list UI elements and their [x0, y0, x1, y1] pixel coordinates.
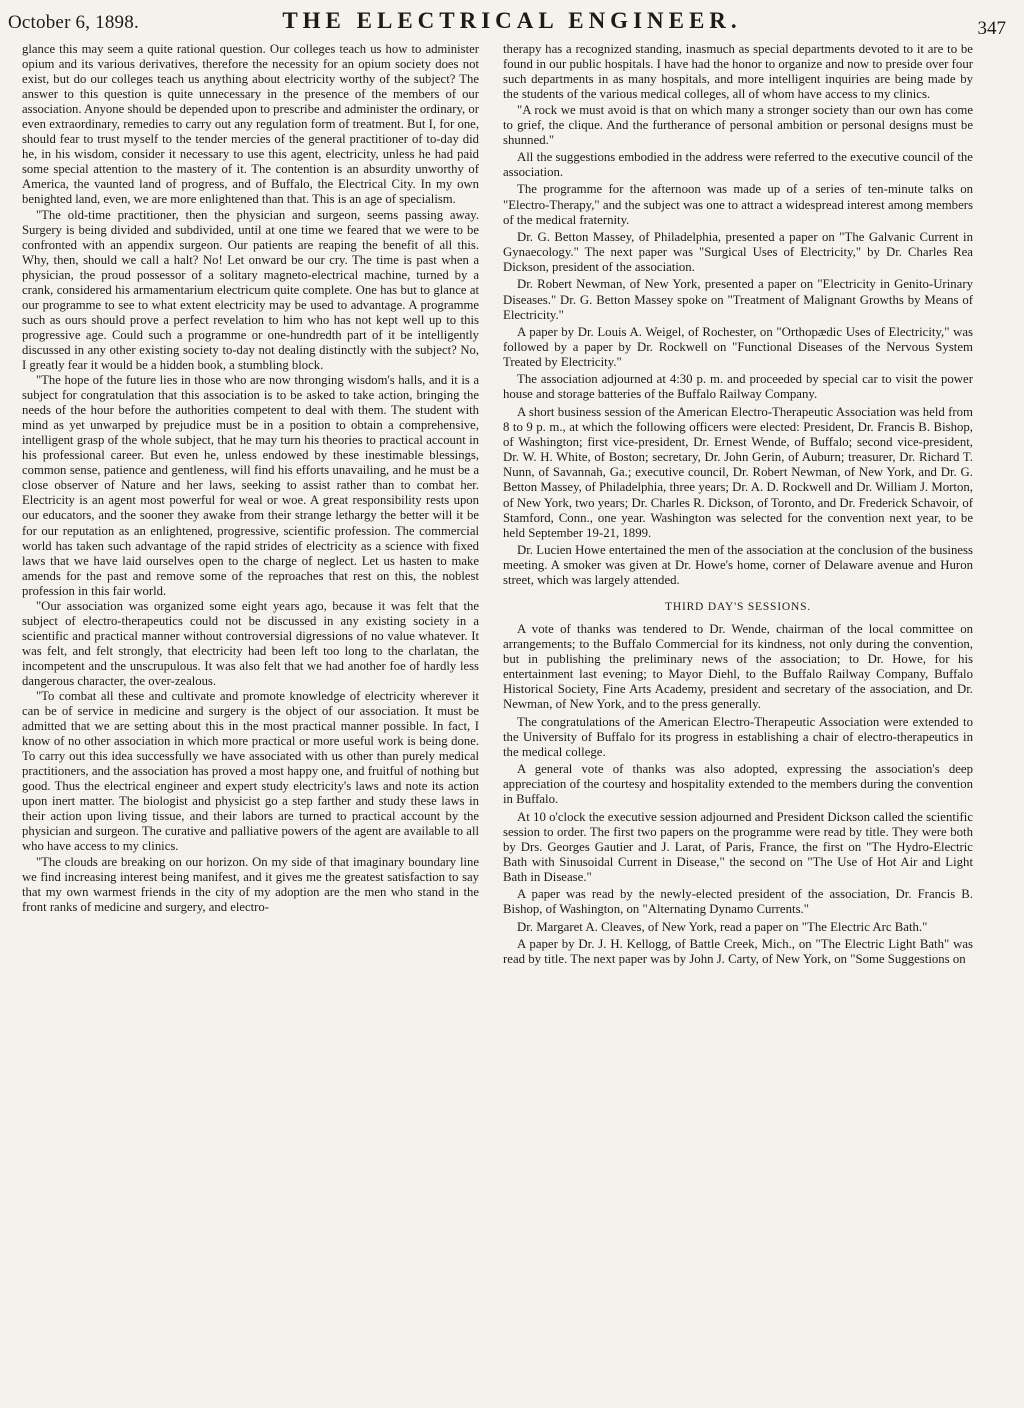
paragraph: Dr. Robert Newman, of New York, presented a paper on "Electricity in Genito-Urinary Diseases." Dr. G. Betton Massey spoke on "Treatment of Malignant Growths by Means of Electricity." [503, 277, 973, 322]
paragraph: therapy has a recognized standing, inasmuch as special departments devoted to it are to be found in our public hospitals. I have had the honor to organize and now to preside over four such departments in as many hospitals, and more intelligent inquiries are being made by the students of the various medical colleges, all of whom have access to my clinics. [503, 42, 973, 102]
paragraph: Dr. Lucien Howe entertained the men of the association at the conclusion of the business meeting. A smoker was given at Dr. Howe's home, corner of Delaware avenue and Huron street, which was largely attended. [503, 543, 973, 588]
paragraph: "The clouds are breaking on our horizon. On my side of that imaginary boundary line we find increasing interest being manifest, and it gives me the greatest satisfaction to say that my own warmest friends in the city of my adoption are the men who stand in the front ranks of medicine and surgery, and electro- [22, 854, 479, 914]
left-column [22, 42, 479, 1402]
paragraph: A short business session of the American Electro-Therapeutic Association was held from 8 to 9 p. m., at which the following officers were elected: President, Dr. Francis B. Bishop, of Washington; first vice-president, Dr. Ernest Wende, of Buffalo; second vice-president, Dr. W. H. White, of Boston; secretary, Dr. John Gerin, of Auburn; treasurer, Dr. Richard T. Nunn, of Savannah, Ga.; executive council, Dr. Robert Newman, of New York, and Dr. G. Betton Massey, of Philadelphia, three years; Dr. A. D. Rockwell and Dr. William J. Morton, of New York, two years; Dr. Charles R. Dickson, of Toronto, and Dr. Frederick Schavoir, of Stamford, Conn., one year. Washington was selected for the convention next year, to be held September 19-21, 1899. [503, 404, 973, 540]
right-column [503, 42, 973, 1402]
paragraph: Dr. Margaret A. Cleaves, of New York, read a paper on "The Electric Arc Bath." [517, 919, 928, 934]
paragraph: A general vote of thanks was also adopted, expressing the association's deep appreciation of the courtesy and hospitality extended to the members during the convention in Buffalo. [503, 762, 973, 807]
paragraph: Dr. G. Betton Massey, of Philadelphia, presented a paper on "The Galvanic Current in Gynaecology." The next paper was "Surgical Uses of Electricity," by Dr. Charles Rea Dickson, president of the association. [503, 229, 973, 275]
paragraph: "To combat all these and cultivate and promote knowledge of electricity wherever it can be of service in medicine and surgery is the object of our association. It must be admitted that we are setting about this in the most practical manner possible. In fact, I know of no other association in which more practical or more useful work is being done. To carry out this idea successfully we have associated with us other than purely medical practitioners, and the association has proved a most happy one, and fruitful of nothing but good. Thus the electrical engineer and expert study electricity's laws and note its action upon inert matter. The biologist and physicist go a step farther and study these laws in their action upon living tissue, and their labors are turned to practical account by the physician and surgeon. The curative and palliative powers of the agent are available to all who have access to my clinics. [22, 689, 479, 854]
paragraph: At 10 o'clock the executive session adjourned and President Dickson called the scientific session to order. The first two papers on the programme were read by title. They were both by Drs. Georges Gautier and J. Larat, of Paris, France, the first on "The Hydro-Electric Bath with Sinusoidal Current in Disease," the second on "The Use of Hot Air and Light Bath in Disease." [503, 809, 973, 885]
issue-date: October 6, 1898. [8, 12, 139, 33]
paragraph: A paper was read by the newly-elected president of the association, Dr. Francis B. Bishop, of Washington, on "Alternating Dynamo Currents." [503, 887, 973, 917]
paragraph: A vote of thanks was tendered to Dr. Wende, chairman of the local committee on arrangements; to the Buffalo Commercial for its kindness, not only during the convention, but in publishing the preliminary news of the association; to Dr. Howe, for his entertainment last evening; to Mayor Diehl, to the Buffalo Railway Company, Buffalo Historical Society, Fine Arts Academy, president and secretary of the association, and Dr. Newman, of New York, and to the press generally. [503, 621, 973, 712]
page-number: 347 [977, 18, 1006, 39]
paragraph: "Our association was organized some eight years ago, because it was felt that the subject of electro-therapeutics could not be discussed in any existing society in a scientific and practical manner without controversial digressions of no value whatever. It was felt, and felt strongly, that electricity had been left too long to the charlatan, the incompetent and the unscrupulous. It was also felt that we had another foe of hardly less dangerous character, the over-zealous. [22, 598, 479, 688]
publication-title: THE ELECTRICAL ENGINEER. [282, 8, 742, 33]
paragraph: "The old-time practitioner, then the physician and surgeon, seems passing away. Surgery is being divided and subdivided, until at one time we feared that we were to be confronted with an appendix surgeon. Our patients are reaping the benefit of all this. Why, then, should we call a halt? No! Let onward be our cry. The time is past when a physician, the proud possessor of a solitary magneto-electrical machine, turned by a crank, considered his armamentarium electricum quite complete. One has but to glance at our programme to see to what extent electricity may be used to advantage. A programme such as ours should prove a perfect revelation to him who has not kept well up to this progressive age. Could such a programme or one-hundredth part of it be intelligently discussed in any other existing society to-day not dealing distinctly with the subject? No, I greatly fear it would be a hidden book, a stumbling block. [22, 207, 479, 372]
paragraph: "The hope of the future lies in those who are now thronging wisdom's halls, and it is a subject for congratulation that this association is to be asked to take action, bringing the needs of the hour before the authorities competent to deal with them. The student with mind as yet unwarped by prejudice must be in a position to obtain a comprehensive, intelligent grasp of the whole subject, that he may turn his theories to practical account in his professional career. But even he, unless endowed by these inestimable blessings, common sense, patience and gentleness, will find his efforts unavailing, and he must be a close observer of Nature and her laws, seeking to assist rather than to combat her. Electricity is an agent most powerful for weal or woe. A great responsibility rests upon our educators, and the sooner they awake from their strange lethargy the better will it be for our reputation as an enlightened, progressive, scientific profession. The commercial world has taken such advantage of the rapid strides of electricity as a science with fixed laws that we have laid ourselves open to the charge of neglect. Let us hasten to make amends for the past and remove some of the reproaches that rest on this, the noblest profession in this fair world. [22, 373, 479, 598]
paragraph: "A rock we must avoid is that on which many a stronger society than our own has come to grief, the clique. And the furtherance of personal ambition or personal designs must be shunned." [503, 102, 973, 147]
paragraph: glance this may seem a quite rational question. Our colleges teach us how to administer opium and its various derivatives, therefore the necessity for an opium society does not exist, but do our colleges teach us anything about electricity worthy of the subject? The answer to this question is quite unnecessary in the presence of the members of our association. Anyone should be depended upon to prescribe and administer the ordinary, or even extraordinary, remedies to carry out any regulation form of treatment. But I, for one, should fear to trust myself to the tender mercies of the general practitioner of to-day did he, in his wisdom, consider it necessary to use this agent, electricity, unless he had paid some special attention to the mastery of it. The contention is an absurdity unworthy of America, the vaunted land of progress, and of Buffalo, the Electrical City. In my own benighted land, even, we are more enlightened than that. This is an age of specialism. [22, 42, 479, 207]
page-header [0, 6, 1024, 38]
paragraph: The congratulations of the American Electro-Therapeutic Association were extended to the University of Buffalo for its progress in establishing a chair of electro-therapeutics in the medical college. [503, 714, 973, 759]
paragraph: All the suggestions embodied in the address were referred to the executive council of the association. [503, 150, 973, 180]
paragraph: A paper by Dr. Louis A. Weigel, of Rochester, on "Orthopædic Uses of Electricity," was followed by a paper by Dr. Rockwell on "Functional Diseases of the Nervous System Treated by Electricity." [503, 324, 973, 370]
section-heading: THIRD DAY'S SESSIONS. [665, 601, 811, 614]
paragraph: The association adjourned at 4:30 p. m. and proceeded by special car to visit the power house and storage batteries of the Buffalo Railway Company. [503, 372, 973, 402]
paragraph: A paper by Dr. J. H. Kellogg, of Battle Creek, Mich., on "The Electric Light Bath" was read by title. The next paper was by John J. Carty, of New York, on "Some Suggestions on [503, 936, 973, 966]
paragraph: The programme for the afternoon was made up of a series of ten-minute talks on "Electro-Therapy," and the subject was one to attract a widespread interest among members of the medical fraternity. [503, 182, 973, 227]
